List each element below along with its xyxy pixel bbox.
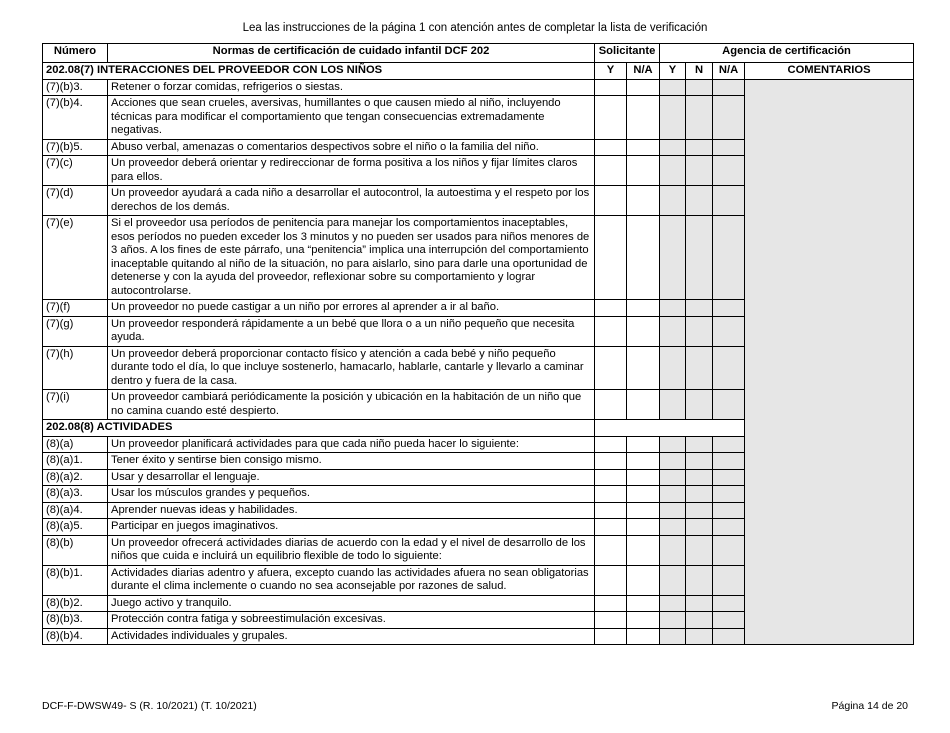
rule-text: Aprender nuevas ideas y habilidades.: [108, 502, 595, 519]
rule-text: Usar los músculos grandes y pequeños.: [108, 486, 595, 503]
rule-number: (7)(b)4.: [43, 96, 108, 140]
applicant-na-checkbox[interactable]: [627, 535, 660, 565]
sub-header-comentarios: COMENTARIOS: [745, 63, 914, 80]
applicant-y-checkbox[interactable]: [595, 96, 627, 140]
rule-text: Juego activo y tranquilo.: [108, 595, 595, 612]
section-spacer: [595, 420, 745, 437]
table-row: [43, 79, 914, 96]
rule-number: (8)(a): [43, 436, 108, 453]
section-title: 202.08(7) INTERACCIONES DEL PROVEEDOR CON LOS NIÑOS: [43, 63, 595, 80]
agency-na-checkbox[interactable]: [713, 535, 745, 565]
agency-na-checkbox[interactable]: [713, 300, 745, 317]
rule-number: (8)(a)5.: [43, 519, 108, 536]
agency-n-checkbox[interactable]: [686, 390, 713, 420]
rule-number: (8)(b)1.: [43, 565, 108, 595]
applicant-y-checkbox[interactable]: [595, 300, 627, 317]
rule-number: (7)(f): [43, 300, 108, 317]
rule-number: (8)(a)1.: [43, 453, 108, 470]
rule-text: Un proveedor planificará actividades para que cada niño pueda hacer lo siguiente:: [108, 436, 595, 453]
applicant-na-checkbox[interactable]: [627, 595, 660, 612]
agency-y-checkbox[interactable]: [660, 453, 686, 470]
rule-text: Un proveedor deberá proporcionar contacto físico y atención a cada bebé y niño pequeño durante todo el día, lo que incluye sostenerlo, hamacarlo, hablarle, cantarle y llevarlo a caminar dentro y fuera de la casa.: [108, 346, 595, 390]
page-number: Página 14 de 20: [831, 700, 908, 712]
agency-n-checkbox[interactable]: [686, 186, 713, 216]
rule-text: Acciones que sean crueles, aversivas, humillantes o que causen miedo al niño, incluyendo técnicas para modificar el comportamiento que tengan consecuencias extremadamente negativas.: [108, 96, 595, 140]
applicant-y-checkbox[interactable]: [595, 79, 627, 96]
rule-text: Usar y desarrollar el lenguaje.: [108, 469, 595, 486]
applicant-na-checkbox[interactable]: [627, 436, 660, 453]
agency-na-checkbox[interactable]: [713, 565, 745, 595]
agency-y-checkbox[interactable]: [660, 316, 686, 346]
agency-y-checkbox[interactable]: [660, 390, 686, 420]
applicant-y-checkbox[interactable]: [595, 486, 627, 503]
applicant-na-checkbox[interactable]: [627, 565, 660, 595]
agency-na-checkbox[interactable]: [713, 612, 745, 629]
rule-number: (7)(h): [43, 346, 108, 390]
agency-na-checkbox[interactable]: [713, 186, 745, 216]
agency-n-checkbox[interactable]: [686, 156, 713, 186]
agency-na-checkbox[interactable]: [713, 519, 745, 536]
sub-header-agencia-y: Y: [660, 63, 686, 80]
sub-header-agencia-na: N/A: [713, 63, 745, 80]
agency-y-checkbox[interactable]: [660, 346, 686, 390]
applicant-na-checkbox[interactable]: [627, 346, 660, 390]
agency-y-checkbox[interactable]: [660, 519, 686, 536]
rule-number: (7)(b)3.: [43, 79, 108, 96]
rule-text: Un proveedor ayudará a cada niño a desarrollar el autocontrol, la autoestima y el respeto por los derechos de los demás.: [108, 186, 595, 216]
applicant-y-checkbox[interactable]: [595, 156, 627, 186]
rule-text: Un proveedor deberá orientar y redireccionar de forma positiva a los niños y fijar límites claros para ellos.: [108, 156, 595, 186]
applicant-na-checkbox[interactable]: [627, 139, 660, 156]
rule-number: (7)(d): [43, 186, 108, 216]
agency-y-checkbox[interactable]: [660, 186, 686, 216]
agency-na-checkbox[interactable]: [713, 96, 745, 140]
applicant-y-checkbox[interactable]: [595, 139, 627, 156]
form-id: DCF-F-DWSW49- S (R. 10/2021) (T. 10/2021): [42, 700, 257, 712]
applicant-y-checkbox[interactable]: [595, 612, 627, 629]
agency-y-checkbox[interactable]: [660, 79, 686, 96]
sub-header-solicitante-y: Y: [595, 63, 627, 80]
rule-text: Un proveedor cambiará periódicamente la posición y ubicación en la habitación de un niño que no camina cuando esté despierto.: [108, 390, 595, 420]
applicant-y-checkbox[interactable]: [595, 519, 627, 536]
applicant-na-checkbox[interactable]: [627, 300, 660, 317]
agency-y-checkbox[interactable]: [660, 628, 686, 645]
agency-na-checkbox[interactable]: [713, 486, 745, 503]
page-footer: [42, 700, 908, 712]
applicant-y-checkbox[interactable]: [595, 595, 627, 612]
comments-field[interactable]: [745, 79, 914, 645]
applicant-y-checkbox[interactable]: [595, 628, 627, 645]
applicant-y-checkbox[interactable]: [595, 565, 627, 595]
agency-na-checkbox[interactable]: [713, 139, 745, 156]
agency-na-checkbox[interactable]: [713, 316, 745, 346]
applicant-y-checkbox[interactable]: [595, 186, 627, 216]
agency-y-checkbox[interactable]: [660, 486, 686, 503]
applicant-na-checkbox[interactable]: [627, 469, 660, 486]
rule-text: Si el proveedor usa períodos de penitencia para manejar los comportamientos inaceptables, esos períodos no pueden exceder los 3 minutos y no pueden ser usados para niños menores de 3 años. A los fines de este párrafo, una “penitencia” implica una interrupción del comportamiento inaceptable quitando al niño de la situación, no para aislarlo, sino para darle una oportunidad de detenerse y con la ayuda del proveedor, reflexionar sobre su comportamiento y lograr autocontrolarse.: [108, 216, 595, 300]
applicant-na-checkbox[interactable]: [627, 453, 660, 470]
agency-n-checkbox[interactable]: [686, 316, 713, 346]
applicant-y-checkbox[interactable]: [595, 535, 627, 565]
rule-number: (7)(c): [43, 156, 108, 186]
sub-header-agencia-n: N: [686, 63, 713, 80]
agency-y-checkbox[interactable]: [660, 300, 686, 317]
rule-text: Retener o forzar comidas, refrigerios o siestas.: [108, 79, 595, 96]
rule-text: Un proveedor responderá rápidamente a un bebé que llora o a un niño pequeño que necesita ayuda.: [108, 316, 595, 346]
agency-y-checkbox[interactable]: [660, 535, 686, 565]
agency-na-checkbox[interactable]: [713, 628, 745, 645]
applicant-na-checkbox[interactable]: [627, 316, 660, 346]
agency-n-checkbox[interactable]: [686, 216, 713, 300]
rule-number: (8)(a)2.: [43, 469, 108, 486]
column-agencia: Agencia de certificación: [660, 44, 914, 63]
applicant-na-checkbox[interactable]: [627, 156, 660, 186]
agency-y-checkbox[interactable]: [660, 565, 686, 595]
agency-na-checkbox[interactable]: [713, 469, 745, 486]
section-title: 202.08(8) ACTIVIDADES: [43, 420, 595, 437]
column-solicitante: Solicitante: [595, 44, 660, 63]
applicant-y-checkbox[interactable]: [595, 390, 627, 420]
agency-n-checkbox[interactable]: [686, 79, 713, 96]
rule-text: Un proveedor no puede castigar a un niño por errores al aprender a ir al baño.: [108, 300, 595, 317]
agency-na-checkbox[interactable]: [713, 453, 745, 470]
agency-na-checkbox[interactable]: [713, 216, 745, 300]
header-row: [43, 44, 914, 63]
agency-na-checkbox[interactable]: [713, 156, 745, 186]
agency-y-checkbox[interactable]: [660, 216, 686, 300]
rule-text: Protección contra fatiga y sobreestimulación excesivas.: [108, 612, 595, 629]
rule-number: (8)(a)4.: [43, 502, 108, 519]
agency-na-checkbox[interactable]: [713, 346, 745, 390]
agency-n-checkbox[interactable]: [686, 565, 713, 595]
agency-n-checkbox[interactable]: [686, 96, 713, 140]
table-body: [43, 63, 914, 645]
agency-y-checkbox[interactable]: [660, 156, 686, 186]
page-header: Lea las instrucciones de la página 1 con atención antes de completar la lista de verificación: [242, 22, 708, 34]
applicant-na-checkbox[interactable]: [627, 186, 660, 216]
agency-y-checkbox[interactable]: [660, 612, 686, 629]
applicant-na-checkbox[interactable]: [627, 390, 660, 420]
agency-n-checkbox[interactable]: [686, 486, 713, 503]
applicant-y-checkbox[interactable]: [595, 436, 627, 453]
rule-number: (7)(e): [43, 216, 108, 300]
agency-n-checkbox[interactable]: [686, 595, 713, 612]
applicant-na-checkbox[interactable]: [627, 502, 660, 519]
agency-n-checkbox[interactable]: [686, 139, 713, 156]
rule-number: (8)(b): [43, 535, 108, 565]
applicant-y-checkbox[interactable]: [595, 453, 627, 470]
agency-y-checkbox[interactable]: [660, 139, 686, 156]
applicant-na-checkbox[interactable]: [627, 486, 660, 503]
agency-n-checkbox[interactable]: [686, 436, 713, 453]
agency-na-checkbox[interactable]: [713, 502, 745, 519]
applicant-na-checkbox[interactable]: [627, 96, 660, 140]
agency-na-checkbox[interactable]: [713, 436, 745, 453]
agency-n-checkbox[interactable]: [686, 612, 713, 629]
applicant-na-checkbox[interactable]: [627, 612, 660, 629]
agency-n-checkbox[interactable]: [686, 469, 713, 486]
agency-n-checkbox[interactable]: [686, 628, 713, 645]
rule-text: Actividades individuales y grupales.: [108, 628, 595, 645]
section-header-row: [43, 63, 914, 80]
agency-n-checkbox[interactable]: [686, 453, 713, 470]
agency-na-checkbox[interactable]: [713, 595, 745, 612]
checklist-table: [42, 43, 914, 645]
applicant-y-checkbox[interactable]: [595, 216, 627, 300]
agency-n-checkbox[interactable]: [686, 346, 713, 390]
rule-text: Tener éxito y sentirse bien consigo mismo.: [108, 453, 595, 470]
agency-n-checkbox[interactable]: [686, 300, 713, 317]
applicant-y-checkbox[interactable]: [595, 469, 627, 486]
rule-number: (8)(a)3.: [43, 486, 108, 503]
rule-number: (7)(i): [43, 390, 108, 420]
agency-n-checkbox[interactable]: [686, 535, 713, 565]
rule-number: (8)(b)4.: [43, 628, 108, 645]
rule-number: (8)(b)3.: [43, 612, 108, 629]
applicant-na-checkbox[interactable]: [627, 519, 660, 536]
applicant-na-checkbox[interactable]: [627, 216, 660, 300]
sub-header-solicitante-na: N/A: [627, 63, 660, 80]
rule-text: Abuso verbal, amenazas o comentarios despectivos sobre el niño o la familia del niño.: [108, 139, 595, 156]
rule-text: Un proveedor ofrecerá actividades diarias de acuerdo con la edad y el nivel de desarrollo de los niños que cuida e incluirá un equilibrio flexible de todo lo siguiente:: [108, 535, 595, 565]
rule-text: Participar en juegos imaginativos.: [108, 519, 595, 536]
agency-y-checkbox[interactable]: [660, 436, 686, 453]
applicant-y-checkbox[interactable]: [595, 346, 627, 390]
rule-number: (7)(g): [43, 316, 108, 346]
column-numero: Número: [43, 44, 108, 63]
agency-y-checkbox[interactable]: [660, 502, 686, 519]
agency-y-checkbox[interactable]: [660, 469, 686, 486]
applicant-na-checkbox[interactable]: [627, 628, 660, 645]
rule-number: (7)(b)5.: [43, 139, 108, 156]
agency-na-checkbox[interactable]: [713, 79, 745, 96]
applicant-y-checkbox[interactable]: [595, 502, 627, 519]
applicant-na-checkbox[interactable]: [627, 79, 660, 96]
agency-y-checkbox[interactable]: [660, 595, 686, 612]
agency-n-checkbox[interactable]: [686, 502, 713, 519]
rule-number: (8)(b)2.: [43, 595, 108, 612]
agency-y-checkbox[interactable]: [660, 96, 686, 140]
rule-text: Actividades diarias adentro y afuera, excepto cuando las actividades afuera no sean obligatorias durante el clima inclemente o cuando no sea aconsejable por razones de salud.: [108, 565, 595, 595]
applicant-y-checkbox[interactable]: [595, 316, 627, 346]
agency-na-checkbox[interactable]: [713, 390, 745, 420]
agency-n-checkbox[interactable]: [686, 519, 713, 536]
column-normas: Normas de certificación de cuidado infantil DCF 202: [108, 44, 595, 63]
